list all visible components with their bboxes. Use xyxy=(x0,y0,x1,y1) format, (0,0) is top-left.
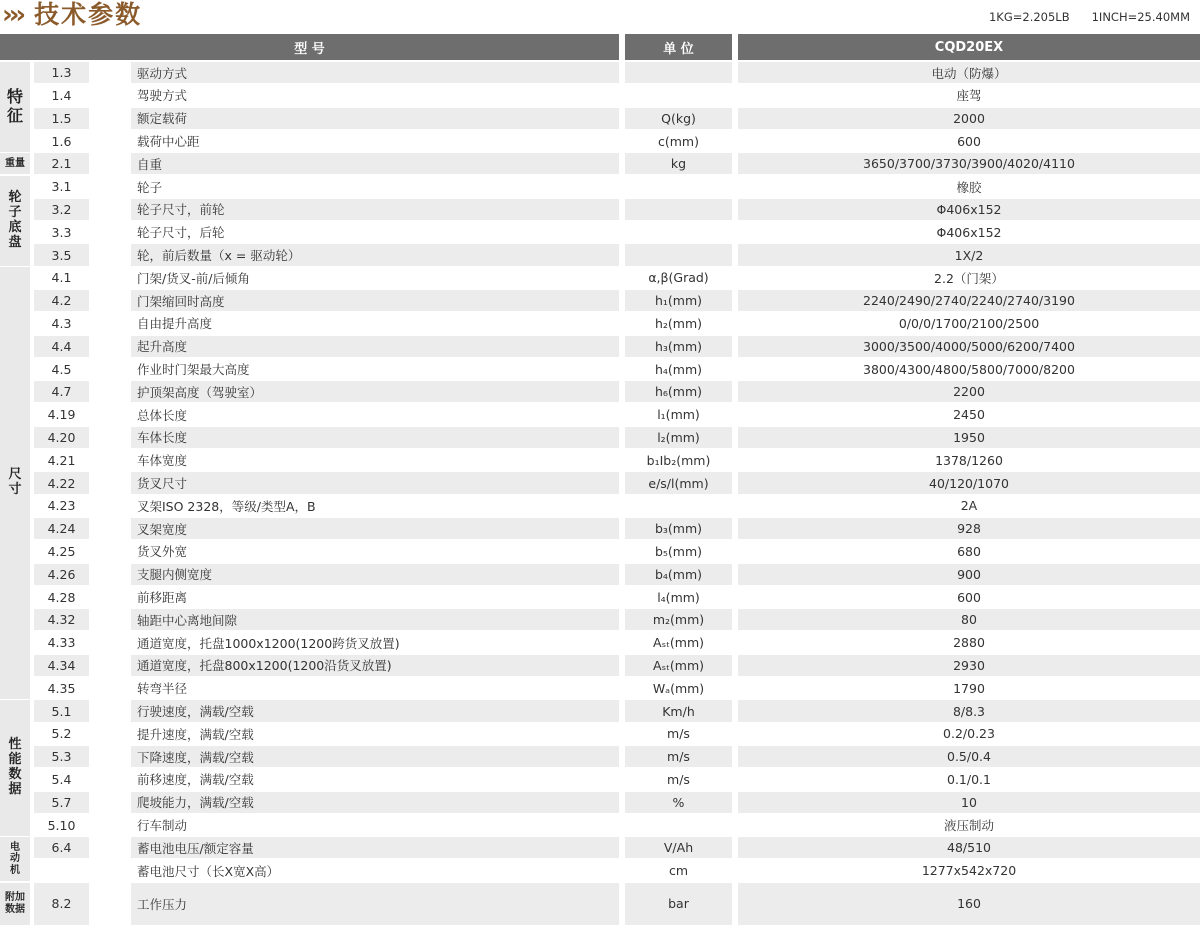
row-number: 4.3 xyxy=(51,315,72,331)
row-item-name: 前移距离 xyxy=(137,590,188,606)
row-value: 600 xyxy=(957,589,981,605)
row-unit: m/s xyxy=(625,746,732,767)
row-value: Φ406x152 xyxy=(936,224,1002,240)
row-unit xyxy=(625,244,732,265)
row-item-name: 轴距中心离地间隙 xyxy=(131,609,619,630)
row-unit: e/s/l(mm) xyxy=(625,472,732,493)
table-row xyxy=(34,723,1200,744)
page-title: 技术参数 xyxy=(34,0,143,29)
row-value: 2200 xyxy=(738,381,1200,402)
row-number: 8.2 xyxy=(34,883,89,925)
row-number: 3.3 xyxy=(51,224,72,240)
row-number: 5.3 xyxy=(34,746,89,767)
table-row xyxy=(34,700,1200,721)
row-unit xyxy=(625,176,732,197)
table-row xyxy=(34,130,1200,151)
row-unit: Wₐ(mm) xyxy=(652,680,705,696)
row-unit: l₄(mm) xyxy=(657,589,700,605)
row-unit: b₄(mm) xyxy=(625,564,732,585)
row-value: 0.1/0.1 xyxy=(947,771,991,787)
group-label: 特 征 xyxy=(0,62,30,152)
row-number: 4.24 xyxy=(34,518,89,539)
row-number: 3.1 xyxy=(51,179,72,195)
row-number: 4.19 xyxy=(47,407,76,423)
table-row xyxy=(34,176,1200,197)
table-row xyxy=(34,678,1200,699)
row-value: 1277x542x720 xyxy=(921,863,1017,879)
row-item-name: 车体长度 xyxy=(131,427,619,448)
group-label: 轮 子 底 盘 xyxy=(0,176,30,266)
table-row xyxy=(34,837,1200,858)
table-row xyxy=(34,222,1200,243)
row-value: 1378/1260 xyxy=(935,452,1003,468)
row-item-name: 门架缩回时高度 xyxy=(131,290,619,311)
row-value: 680 xyxy=(957,543,981,559)
row-value: 160 xyxy=(738,883,1200,925)
group-label: 重量 xyxy=(0,153,30,174)
row-number: 4.1 xyxy=(51,270,72,286)
row-unit xyxy=(625,495,732,516)
row-number: 5.10 xyxy=(47,817,76,833)
row-unit: Aₛₜ(mm) xyxy=(652,635,704,651)
row-unit xyxy=(625,814,732,835)
row-unit: bar xyxy=(625,883,732,925)
row-value: 0/0/0/1700/2100/2500 xyxy=(898,315,1040,331)
row-value: 900 xyxy=(738,564,1200,585)
row-number xyxy=(34,860,89,881)
table-row xyxy=(34,746,1200,767)
row-number: 4.22 xyxy=(34,472,89,493)
row-unit: h₁(mm) xyxy=(625,290,732,311)
row-item-name: 自由提升高度 xyxy=(137,316,213,332)
row-number: 4.21 xyxy=(47,452,76,468)
row-number: 4.25 xyxy=(47,543,76,559)
header-value: CQD20EX xyxy=(738,34,1200,60)
row-value: 2880 xyxy=(953,635,985,651)
row-value: 80 xyxy=(738,609,1200,630)
table-row xyxy=(34,267,1200,288)
row-unit: m₂(mm) xyxy=(625,609,732,630)
row-number: 4.33 xyxy=(47,635,76,651)
row-item-name: 叉架ISO 2328，等级/类型A，B xyxy=(137,498,316,514)
row-item-name: 车体宽度 xyxy=(137,453,188,469)
table-row xyxy=(34,381,1200,402)
table-row xyxy=(34,769,1200,790)
row-value: 8/8.3 xyxy=(738,700,1200,721)
row-value: 2A xyxy=(960,498,978,514)
table-row xyxy=(34,564,1200,585)
row-number: 4.34 xyxy=(34,655,89,676)
row-number: 4.4 xyxy=(34,336,89,357)
row-value: 2930 xyxy=(738,655,1200,676)
row-unit: m/s xyxy=(667,726,690,742)
row-number: 4.7 xyxy=(34,381,89,402)
row-number: 5.4 xyxy=(51,771,72,787)
row-item-name: 工作压力 xyxy=(131,883,619,925)
row-item-name: 蓄电池尺寸（长X宽X高） xyxy=(137,863,280,879)
row-item-name: 轮，前后数量（x = 驱动轮） xyxy=(131,244,619,265)
row-number: 1.3 xyxy=(34,62,89,83)
row-value: 2.2（门架） xyxy=(934,270,1004,286)
row-value: 1790 xyxy=(953,680,985,696)
table-row xyxy=(34,632,1200,653)
row-number: 4.26 xyxy=(34,564,89,585)
group-label: 性 能 数 据 xyxy=(0,700,30,835)
row-unit: h₄(mm) xyxy=(654,361,703,377)
row-item-name: 行车制动 xyxy=(137,818,188,834)
row-unit: l₁(mm) xyxy=(657,407,700,423)
table-row xyxy=(34,336,1200,357)
row-value: 48/510 xyxy=(738,837,1200,858)
row-value: 3650/3700/3730/3900/4020/4110 xyxy=(738,153,1200,174)
table-row xyxy=(34,153,1200,174)
row-unit: h₂(mm) xyxy=(654,315,703,331)
row-unit xyxy=(625,199,732,220)
row-number: 1.4 xyxy=(51,87,72,103)
table-row xyxy=(34,244,1200,265)
row-value: 1950 xyxy=(738,427,1200,448)
row-number: 4.2 xyxy=(34,290,89,311)
row-value: 2000 xyxy=(738,108,1200,129)
row-number: 4.32 xyxy=(34,609,89,630)
row-item-name: 驾驶方式 xyxy=(137,88,188,104)
row-unit: α,β(Grad) xyxy=(648,270,709,286)
group-label: 尺 寸 xyxy=(0,267,30,699)
row-unit: b₁Ib₂(mm) xyxy=(646,452,711,468)
table-row xyxy=(34,472,1200,493)
table-row xyxy=(34,495,1200,516)
row-number: 1.5 xyxy=(34,108,89,129)
header-unit: 单 位 xyxy=(625,34,732,60)
table-row xyxy=(34,883,1200,925)
row-unit: l₂(mm) xyxy=(625,427,732,448)
table-row xyxy=(34,860,1200,881)
table-row xyxy=(34,518,1200,539)
row-value: 座驾 xyxy=(956,88,982,104)
row-value: 0.5/0.4 xyxy=(738,746,1200,767)
row-value: 3800/4300/4800/5800/7000/8200 xyxy=(863,361,1075,377)
unit-note-weight: 1KG=2.205LB xyxy=(988,10,1070,24)
unit-note-length: 1INCH=25.40MM xyxy=(1091,10,1190,24)
row-item-name: 叉架宽度 xyxy=(131,518,619,539)
row-item-name: 行驶速度，满载/空载 xyxy=(131,700,619,721)
row-value: Φ406x152 xyxy=(738,199,1200,220)
row-item-name: 转弯半径 xyxy=(137,681,188,697)
row-unit: % xyxy=(625,792,732,813)
row-number: 4.20 xyxy=(34,427,89,448)
row-unit: c(mm) xyxy=(658,133,699,149)
row-item-name: 货叉尺寸 xyxy=(131,472,619,493)
row-item-name: 支腿内侧宽度 xyxy=(131,564,619,585)
row-unit xyxy=(625,62,732,83)
table-row xyxy=(34,792,1200,813)
row-item-name: 护顶架高度（驾驶室） xyxy=(131,381,619,402)
row-unit: cm xyxy=(668,863,689,879)
header-model: 型 号 xyxy=(0,34,619,60)
row-value: 电动（防爆） xyxy=(738,62,1200,83)
table-row xyxy=(34,655,1200,676)
row-unit: Km/h xyxy=(625,700,732,721)
row-value: 40/120/1070 xyxy=(738,472,1200,493)
unit-conversion-note xyxy=(989,10,1190,24)
row-unit xyxy=(625,85,732,106)
row-unit: Aₛₜ(mm) xyxy=(625,655,732,676)
table-row xyxy=(34,62,1200,83)
table-row xyxy=(34,108,1200,129)
row-item-name: 通道宽度，托盘800x1200(1200沿货叉放置) xyxy=(131,655,619,676)
row-item-name: 轮子尺寸，后轮 xyxy=(137,225,225,241)
table-row xyxy=(34,313,1200,334)
group-label: 附加 数据 xyxy=(0,883,30,925)
row-item-name: 前移速度，满载/空载 xyxy=(137,772,254,788)
row-number: 5.1 xyxy=(34,700,89,721)
row-unit: Q(kg) xyxy=(625,108,732,129)
row-item-name: 通道宽度，托盘1000x1200(1200跨货叉放置) xyxy=(137,635,400,651)
row-value: 2450 xyxy=(953,407,985,423)
row-unit: b₃(mm) xyxy=(625,518,732,539)
row-number: 4.23 xyxy=(47,498,76,514)
row-item-name: 作业时门架最大高度 xyxy=(137,362,250,378)
row-number: 6.4 xyxy=(34,837,89,858)
row-number: 1.6 xyxy=(51,133,72,149)
row-value: 橡胶 xyxy=(956,179,982,195)
table-row xyxy=(34,199,1200,220)
double-chevron-icon: ››› xyxy=(2,0,23,30)
row-value: 2240/2490/2740/2240/2740/3190 xyxy=(738,290,1200,311)
row-number: 3.2 xyxy=(34,199,89,220)
row-value: 10 xyxy=(738,792,1200,813)
row-item-name: 载荷中心距 xyxy=(137,134,200,150)
row-unit: h₆(mm) xyxy=(625,381,732,402)
row-item-name: 起升高度 xyxy=(131,336,619,357)
row-unit xyxy=(625,222,732,243)
row-value: 600 xyxy=(957,133,981,149)
row-unit: kg xyxy=(625,153,732,174)
row-item-name: 门架/货叉-前/后倾角 xyxy=(137,270,250,286)
table-row xyxy=(34,814,1200,835)
table-row xyxy=(34,609,1200,630)
title-bar xyxy=(0,0,142,30)
row-item-name: 轮子 xyxy=(137,179,163,195)
row-value: 1X/2 xyxy=(738,244,1200,265)
table-row xyxy=(34,290,1200,311)
row-item-name: 蓄电池电压/额定容量 xyxy=(131,837,619,858)
row-number: 2.1 xyxy=(34,153,89,174)
table-row xyxy=(34,85,1200,106)
row-number: 3.5 xyxy=(34,244,89,265)
row-unit: b₅(mm) xyxy=(654,543,703,559)
table-row xyxy=(34,541,1200,562)
row-item-name: 爬坡能力，满载/空载 xyxy=(131,792,619,813)
row-value: 3000/3500/4000/5000/6200/7400 xyxy=(738,336,1200,357)
row-item-name: 额定载荷 xyxy=(131,108,619,129)
row-value: 0.2/0.23 xyxy=(943,726,995,742)
row-item-name: 自重 xyxy=(131,153,619,174)
group-label: 电 动 机 xyxy=(0,837,30,881)
row-unit: m/s xyxy=(667,771,690,787)
row-unit: h₃(mm) xyxy=(625,336,732,357)
table-row xyxy=(34,427,1200,448)
row-value: 液压制动 xyxy=(943,818,994,834)
table-row xyxy=(34,450,1200,471)
row-item-name: 提升速度，满载/空载 xyxy=(137,726,254,742)
row-unit: V/Ah xyxy=(625,837,732,858)
table-row xyxy=(34,404,1200,425)
row-number: 4.28 xyxy=(47,589,76,605)
row-number: 4.35 xyxy=(47,680,76,696)
row-item-name: 货叉外宽 xyxy=(137,544,188,560)
table-row xyxy=(34,358,1200,379)
row-value: 928 xyxy=(738,518,1200,539)
row-item-name: 驱动方式 xyxy=(131,62,619,83)
row-number: 4.5 xyxy=(51,361,72,377)
row-number: 5.2 xyxy=(51,726,72,742)
row-number: 5.7 xyxy=(34,792,89,813)
row-item-name: 下降速度，满载/空载 xyxy=(131,746,619,767)
row-item-name: 轮子尺寸，前轮 xyxy=(131,199,619,220)
table-row xyxy=(34,586,1200,607)
row-item-name: 总体长度 xyxy=(137,407,188,423)
